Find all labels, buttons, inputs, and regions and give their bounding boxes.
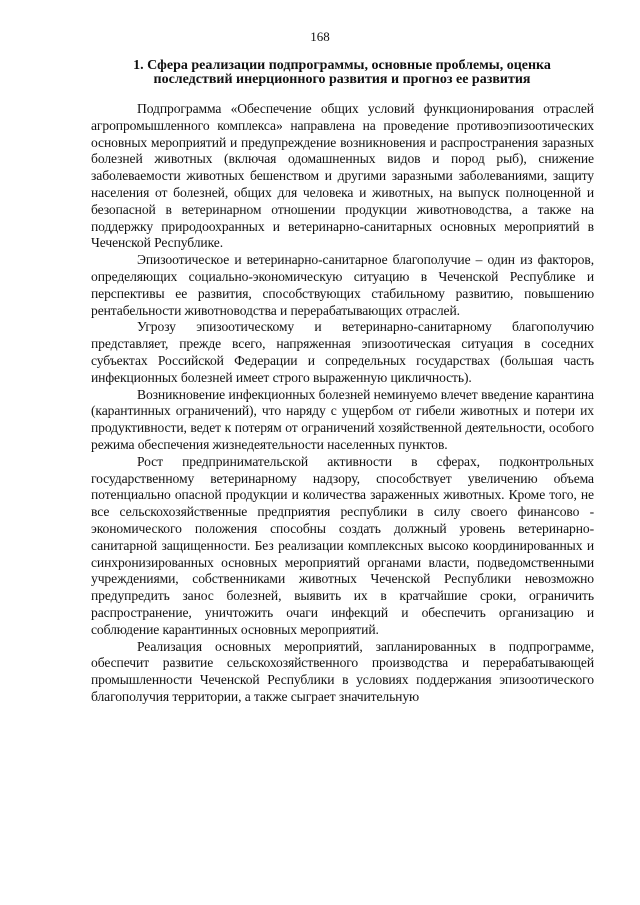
- paragraph: Эпизоотическое и ветеринарно-санитарное благополучие – один из факторов, определяющих социально-экономическую ситуацию в Чеченской Республике и перспективы ее развития, способствующих стабильному развитию, повышению рентабельности животноводства и перерабатывающих отраслей.: [91, 252, 594, 318]
- paragraph: Реализация основных мероприятий, запланированных в подпрограмме, обеспечит развитие сельскохозяйственного производства и перерабатывающей промышленности Чеченской Республики в условиях поддержания эпизоотического благополучия территории, а также сыграет значительную: [91, 638, 594, 704]
- paragraph: Возникновение инфекционных болезней неминуемо влечет введение карантина (карантинных ограничений), что наряду с ущербом от гибели животных и потери их продуктивности, ведет к потерям от ограничений хозяйственной деятельности, особого режима обеспечения жизнедеятельности населенных пунктов.: [91, 386, 594, 452]
- paragraph: Рост предпринимательской активности в сферах, подконтрольных государственному ветеринарному надзору, способствует увеличению объема потенциально опасной продукции и количества зараженных животных. Кроме того, не все сельскохозяйственные предприятия республики в силу своего финансово - экономического положения способны создать должный уровень ветеринарно-санитарной защищенности. Без реализации комплексных высоко координированных и синхронизированных основных мероприятий органами власти, подведомственными учреждениями, собственниками животных Чеченской Республики невозможно предупредить занос болезней, выявить их в кратчайшие сроки, ограничить распространение, уничтожить очаги инфекций и обеспечить организацию и соблюдение карантинных основных мероприятий.: [91, 453, 594, 637]
- body-text: [91, 101, 594, 706]
- paragraph: Угрозу эпизоотическому и ветеринарно-санитарному благополучию представляет, прежде всего, напряженная эпизоотическая ситуация в соседних субъектах Российской Федерации и сопредельных государствах (большая часть инфекционных болезней имеет строго выраженную цикличность).: [91, 319, 594, 385]
- section-heading: 1. Сфера реализации подпрограммы, основные проблемы, оценка последствий инерционного развития и прогноз ее развития: [133, 58, 551, 87]
- page-number: 168: [310, 29, 330, 44]
- paragraph: Подпрограмма «Обеспечение общих условий функционирования отраслей агропромышленного комплекса» направлена на проведение противоэпизоотических основных мероприятий и предупреждение возникновения и распространения заразных болезней животных (включая одомашненных видов и пород рыб), снижение заболеваемости животных бешенством и другими заразными заболеваниями, защиту населения от болезней, общих для человека и животных, на выпуск полноценной и безопасной в ветеринарном отношении продукции животноводства, а также на поддержку природоохранных и ветеринарно-санитарных основных мероприятий в Чеченской Республике.: [91, 101, 594, 251]
